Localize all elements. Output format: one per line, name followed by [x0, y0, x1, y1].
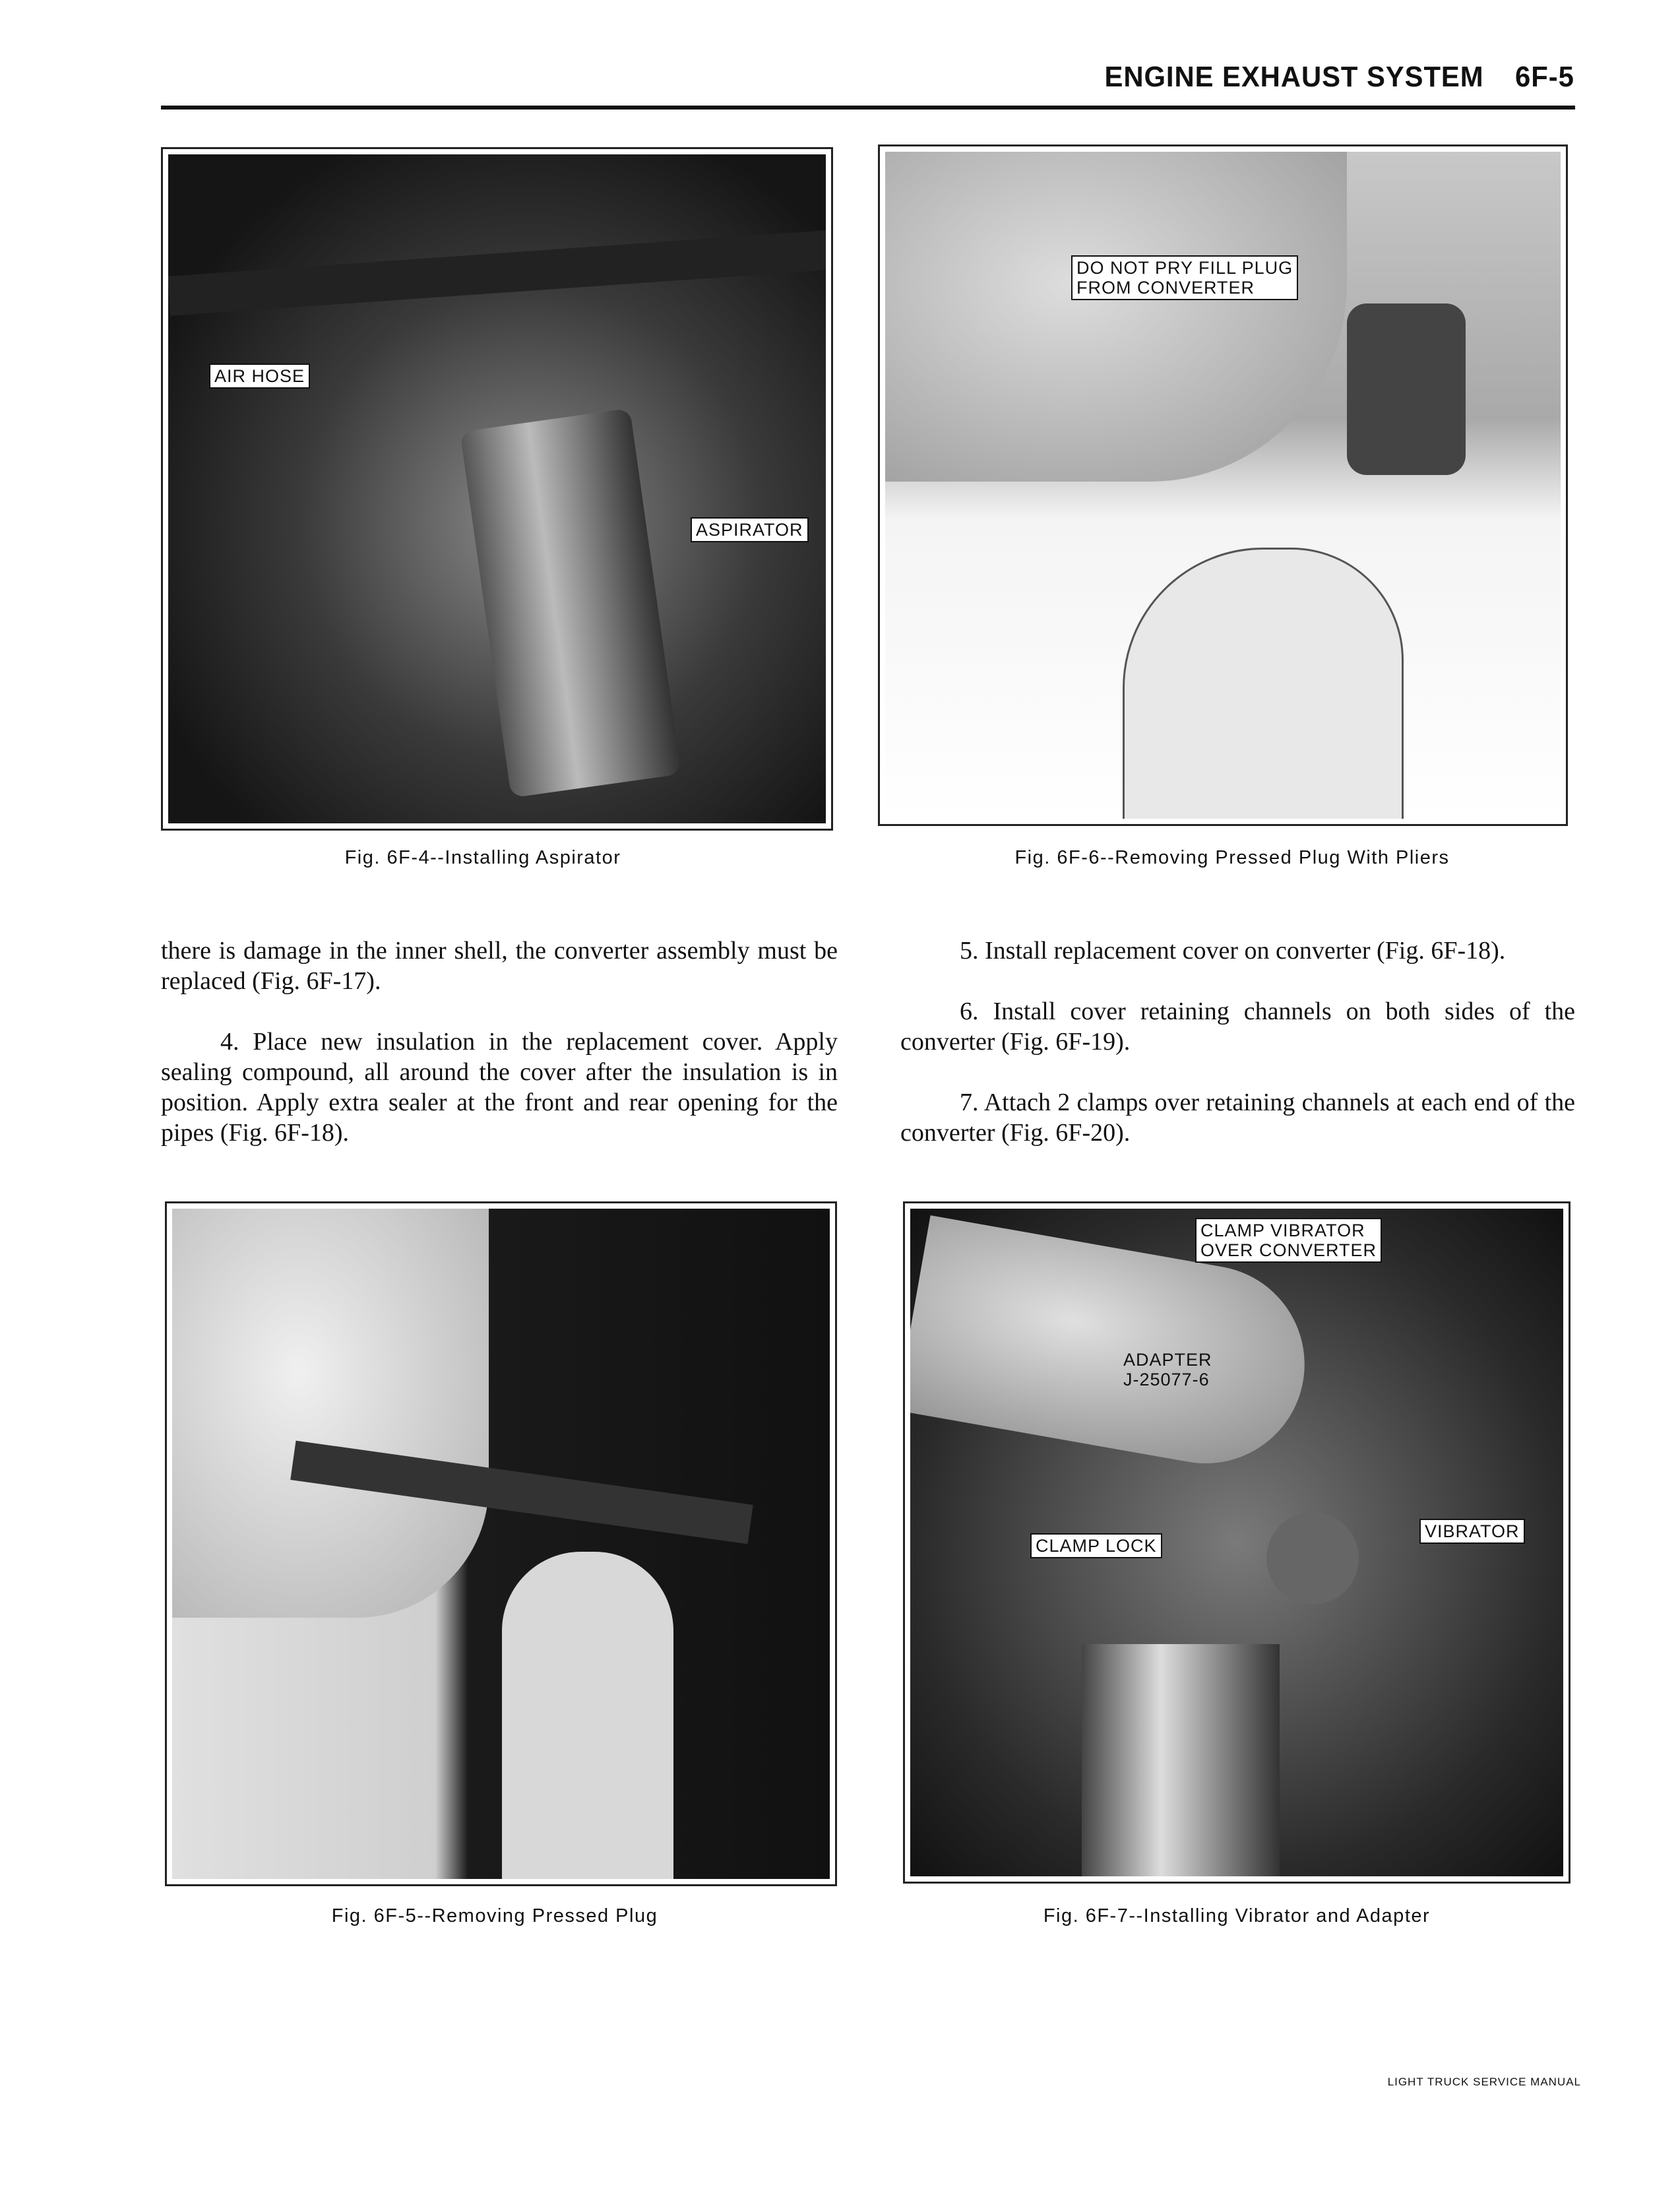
header-rule — [161, 106, 1575, 110]
label-line: CLAMP VIBRATOR — [1200, 1221, 1365, 1240]
left-column-text — [161, 936, 838, 1178]
paragraph: there is damage in the inner shell, the converter assembly must be replaced (Fig. 6F-17). — [161, 937, 838, 995]
label-line: FROM CONVERTER — [1076, 278, 1255, 298]
label-air-hose: AIR HOSE — [209, 364, 310, 389]
figure-6f-4 — [161, 147, 833, 831]
label-vibrator: VIBRATOR — [1419, 1519, 1525, 1544]
label-clamp-lock: CLAMP LOCK — [1030, 1533, 1162, 1558]
caption-fig-6f-4: Fig. 6F-4--Installing Aspirator — [344, 847, 621, 868]
paragraph-step-5: 5. Install replacement cover on converter (Fig. 6F-18). — [960, 937, 1506, 965]
caption-fig-6f-5: Fig. 6F-5--Removing Pressed Plug — [331, 1905, 658, 1926]
label-line: DO NOT PRY FILL PLUG — [1076, 258, 1293, 278]
right-column-text — [900, 936, 1575, 1178]
label-do-not-pry — [1071, 255, 1298, 300]
pliers-photo — [885, 152, 1561, 819]
caption-fig-6f-6: Fig. 6F-6--Removing Pressed Plug With Pliers — [1014, 847, 1450, 868]
paragraph-step-6: 6. Install cover retaining channels on both sides of the converter (Fig. 6F-19). — [900, 998, 1575, 1056]
aspirator-photo — [168, 154, 826, 823]
caption-fig-6f-7: Fig. 6F-7--Installing Vibrator and Adapter — [1043, 1905, 1431, 1926]
label-aspirator: ASPIRATOR — [691, 517, 809, 542]
label-line: J-25077-6 — [1123, 1370, 1210, 1389]
footer-manual-title: LIGHT TRUCK SERVICE MANUAL — [1387, 2076, 1581, 2088]
label-line: OVER CONVERTER — [1200, 1240, 1377, 1260]
figure-6f-5 — [165, 1201, 837, 1886]
label-line: ADAPTER — [1123, 1350, 1212, 1370]
label-clamp-vibrator — [1195, 1218, 1382, 1263]
pressed-plug-photo — [172, 1209, 830, 1879]
figure-6f-6 — [878, 144, 1568, 826]
page-header — [1105, 61, 1574, 94]
page-number: 6F-5 — [1515, 61, 1574, 93]
paragraph-step-4: 4. Place new insulation in the replacement cover. Apply sealing compound, all around the cover after the insulation is in position. Apply extra sealer at the front and rear opening for the pipes (Fig. 6F-18). — [161, 1028, 838, 1147]
figure-6f-7 — [903, 1201, 1571, 1884]
label-adapter — [1119, 1349, 1216, 1391]
section-title: ENGINE EXHAUST SYSTEM — [1104, 61, 1484, 93]
paragraph-step-7: 7. Attach 2 clamps over retaining channels at each end of the converter (Fig. 6F-20). — [900, 1089, 1575, 1147]
